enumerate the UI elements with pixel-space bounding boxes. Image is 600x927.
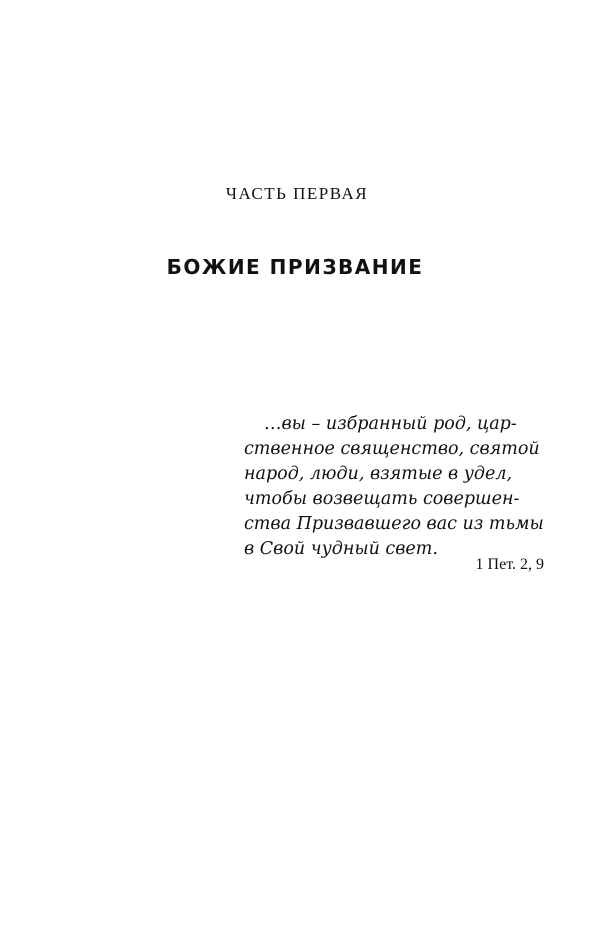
epigraph-line: в Свой чудный свет. [244,539,438,559]
epigraph-line: ства Призвавшего вас из тьмы [244,514,544,534]
epigraph-line: ственное священство, святой [244,439,540,459]
section-title [0,255,600,279]
epigraph [244,412,564,562]
part-label [0,184,600,204]
epigraph-line: народ, люди, взятые в удел, [244,464,513,484]
epigraph-line: …вы – избранный род, цар- [264,414,517,434]
section-title-text: БОЖИЕ ПРИЗВАНИЕ [166,255,424,279]
epigraph-line: чтобы возвещать совершен- [244,489,520,509]
part-label-text: ЧАСТЬ ПЕРВАЯ [225,184,369,203]
epigraph-citation: 1 Пет. 2, 9 [475,556,544,573]
